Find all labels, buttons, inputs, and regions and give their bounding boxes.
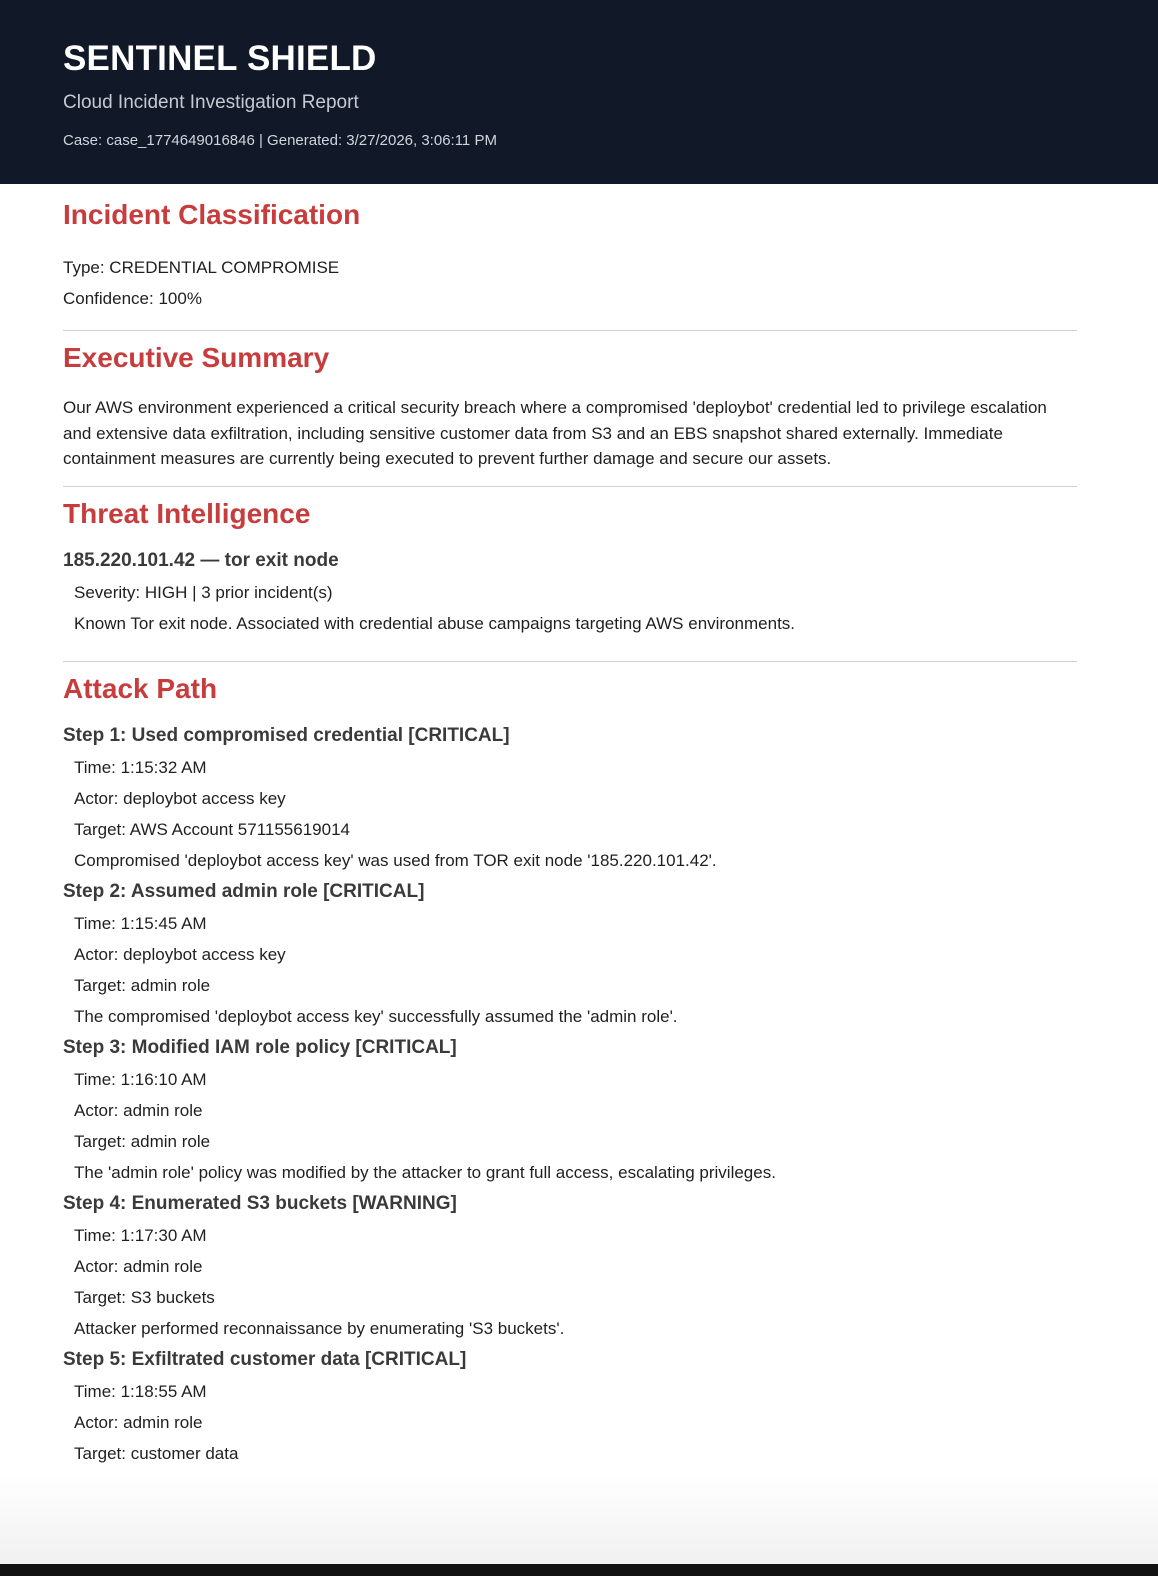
- step-title: Step 3: Modified IAM role policy [CRITICAL]: [63, 1036, 457, 1058]
- threat-indicator: [63, 549, 1077, 639]
- step-time: Time: 1:15:32 AM: [74, 757, 207, 777]
- attack-step: [63, 1036, 1077, 1188]
- report-content: [0, 184, 1158, 1469]
- step-title: Step 2: Assumed admin role [CRITICAL]: [63, 880, 425, 902]
- step-actor: Actor: admin role: [74, 1100, 203, 1120]
- report-meta: Case: case_1774649016846 | Generated: 3/27/2026, 3:06:11 PM: [63, 132, 497, 149]
- section-attack-path: [63, 662, 1077, 1469]
- attack-step: [63, 1348, 1077, 1469]
- section-title: Threat Intelligence: [63, 497, 311, 529]
- attack-step: [63, 724, 1077, 876]
- step-time: Time: 1:18:55 AM: [74, 1381, 207, 1401]
- attack-step: [63, 1192, 1077, 1344]
- step-title: Step 5: Exfiltrated customer data [CRITICAL]: [63, 1348, 467, 1370]
- section-title: Attack Path: [63, 672, 218, 704]
- step-description: Attacker performed reconnaissance by enumerating 'S3 buckets'.: [74, 1318, 565, 1338]
- section-threat-intelligence: [63, 487, 1077, 662]
- step-actor: Actor: admin role: [74, 1412, 203, 1432]
- incident-confidence: Confidence: 100%: [63, 289, 202, 308]
- page-bottom-edge: [0, 1564, 1158, 1576]
- incident-type: Type: CREDENTIAL COMPROMISE: [63, 258, 340, 277]
- step-time: Time: 1:15:45 AM: [74, 913, 207, 933]
- step-target: Target: customer data: [74, 1443, 239, 1463]
- indicator-heading: 185.220.101.42 — tor exit node: [63, 549, 339, 571]
- section-title: Incident Classification: [63, 199, 361, 230]
- step-target: Target: admin role: [74, 1131, 211, 1151]
- step-actor: Actor: deploybot access key: [74, 788, 286, 808]
- step-target: Target: AWS Account 571155619014: [74, 819, 350, 839]
- section-executive-summary: [63, 331, 1077, 487]
- executive-summary-text: Our AWS environment experienced a critical security breach where a compromised 'deploybot' credential led to privilege escalation and extensive data exfiltration, including sensitive customer data from S3 and an EBS snapshot shared externally. Immediate containment measures are currently being executed to prevent further damage and secure our assets.: [63, 398, 1047, 468]
- step-time: Time: 1:17:30 AM: [74, 1225, 207, 1245]
- step-title: Step 1: Used compromised credential [CRITICAL]: [63, 724, 510, 746]
- step-target: Target: S3 buckets: [74, 1287, 215, 1307]
- step-time: Time: 1:16:10 AM: [74, 1069, 207, 1089]
- step-actor: Actor: deploybot access key: [74, 944, 286, 964]
- step-description: The compromised 'deploybot access key' successfully assumed the 'admin role'.: [74, 1006, 678, 1026]
- step-target: Target: admin role: [74, 975, 211, 995]
- report-subtitle: Cloud Incident Investigation Report: [63, 92, 359, 113]
- step-description: Compromised 'deploybot access key' was used from TOR exit node '185.220.101.42'.: [74, 850, 717, 870]
- indicator-description: Known Tor exit node. Associated with credential abuse campaigns targeting AWS environments.: [74, 613, 796, 633]
- step-title: Step 4: Enumerated S3 buckets [WARNING]: [63, 1192, 457, 1214]
- report-header: [0, 0, 1158, 184]
- report-title: SENTINEL SHIELD: [63, 39, 377, 78]
- section-title: Executive Summary: [63, 342, 330, 373]
- section-incident-classification: [63, 184, 1077, 331]
- step-description: The 'admin role' policy was modified by the attacker to grant full access, escalating privileges.: [74, 1162, 776, 1182]
- step-actor: Actor: admin role: [74, 1256, 203, 1276]
- attack-step: [63, 880, 1077, 1032]
- page-bottom-fade: [0, 1474, 1158, 1564]
- indicator-severity: Severity: HIGH | 3 prior incident(s): [74, 582, 333, 602]
